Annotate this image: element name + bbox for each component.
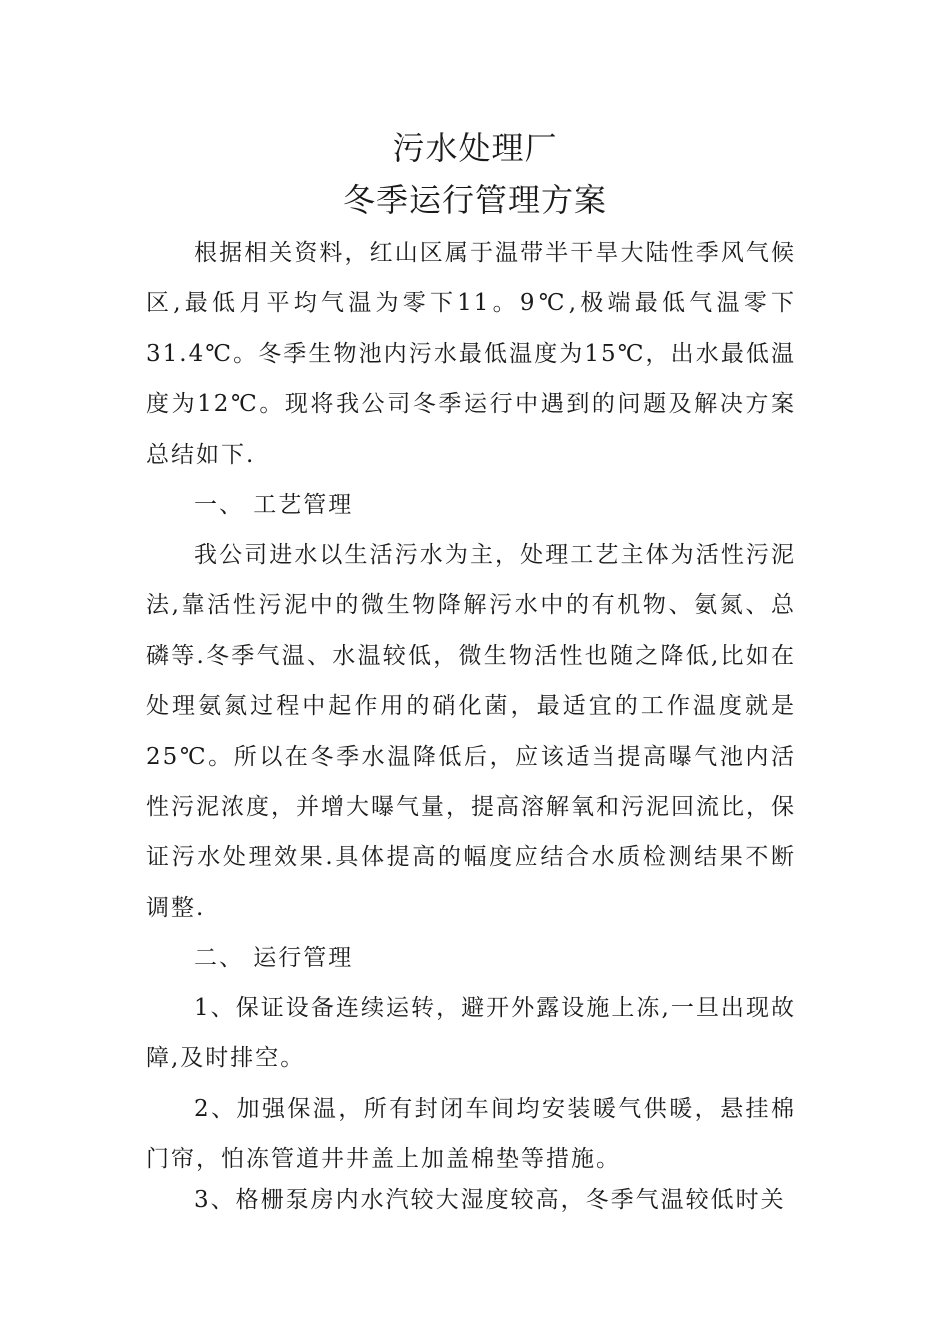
list-item-1-block (146, 983, 796, 1084)
list-item-3: 3、格栅泵房内水汽较大湿度较高，冬季气温较低时关 (194, 1187, 786, 1213)
list-item-2-block (146, 1084, 796, 1185)
section-1-body-block (146, 530, 796, 933)
section-2-heading: 二、 运行管理 (194, 945, 354, 971)
list-item-3-block (146, 1175, 796, 1225)
document-title-line-2: 冬季运行管理方案 (342, 181, 607, 219)
intro-paragraph-block (146, 228, 796, 480)
section-1-heading: 一、 工艺管理 (194, 492, 354, 518)
list-item-1: 1、保证设备连续运转，避开外露设施上冻,一旦出现故障,及时排空。 (146, 995, 796, 1072)
section-1-paragraph: 我公司进水以生活污水为主，处理工艺主体为活性污泥法,靠活性污泥中的微生物降解污水中的有机物、氨氮、总磷等.冬季气温、水温较低，微生物活性也随之降低,比如在处理氨氮过程中起作用的硝化菌，最适宜的工作温度就是25℃。所以在冬季水温降低后，应该适当提高曝气池内活性污泥浓度，并增大曝气量，提高溶解氧和污泥回流比，保证污水处理效果.具体提高的幅度应结合水质检测结果不断调整. (146, 542, 796, 921)
section-1-heading-block (146, 480, 796, 530)
list-item-2: 2、加强保温，所有封闭车间均安装暖气供暖，悬挂棉门帘，怕冻管道井井盖上加盖棉垫等措施。 (146, 1096, 796, 1173)
section-2-heading-block (146, 933, 796, 983)
document-title-line-1: 污水处理厂 (392, 129, 558, 167)
intro-paragraph: 根据相关资料，红山区属于温带半干旱大陆性季风气候区,最低月平均气温为零下11。9℃,极端最低气温零下31.4℃。冬季生物池内污水最低温度为15℃，出水最低温度为12℃。现将我公司冬季运行中遇到的问题及解决方案总结如下. (146, 240, 796, 468)
